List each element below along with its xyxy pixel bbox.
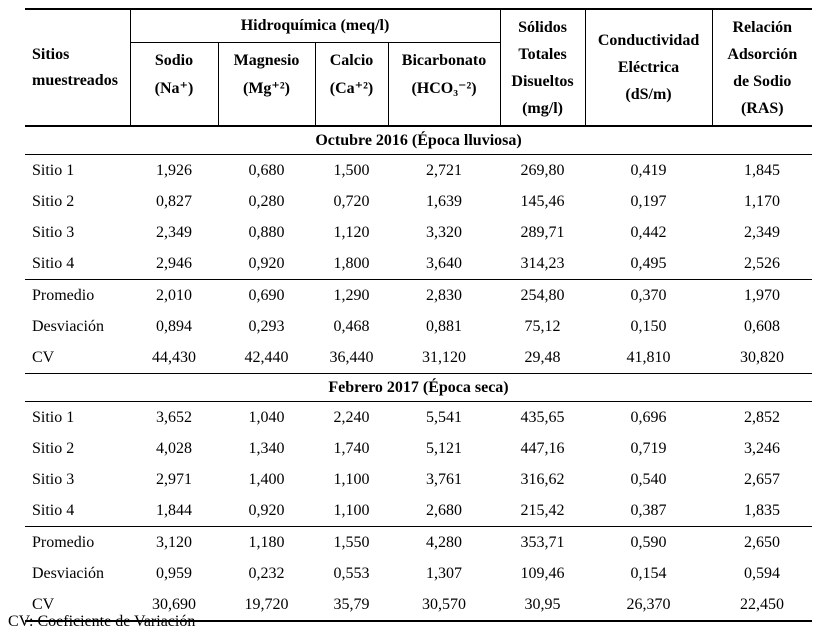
cell: 2,830 [388,280,500,312]
col-header-calcio [315,43,388,127]
table-row [25,402,812,434]
table-row [25,217,812,248]
cell: 0,959 [130,558,218,589]
col-header-sodio-name: Sodio [154,52,194,69]
row-label: CV [25,589,130,621]
cell: 0,590 [585,527,712,559]
cell: 42,440 [218,342,315,374]
cell: 447,16 [500,433,585,464]
header-row-groups [25,9,812,43]
cell: 0,594 [712,558,812,589]
col-header-tds-line2: Totales [518,45,567,63]
cell: 1,400 [218,464,315,495]
cell: 0,690 [218,280,315,312]
col-header-ce-line1: Conductividad [597,32,700,49]
cell: 2,946 [130,248,218,280]
cell: 26,370 [585,589,712,621]
col-header-calcio-name: Calcio [329,52,374,69]
cell: 30,690 [130,589,218,621]
col-header-tds-line1: Sólidos [518,18,567,36]
row-label: CV [25,342,130,374]
cell: 0,720 [315,186,388,217]
cell: 3,320 [388,217,500,248]
cell: 2,971 [130,464,218,495]
section-title-text: Febrero 2017 (Época seca) [25,374,812,402]
cell: 0,920 [218,248,315,280]
cell: 0,608 [712,311,812,342]
cell: 0,370 [585,280,712,312]
cell: 4,280 [388,527,500,559]
row-label: Sitio 4 [25,495,130,527]
cell: 5,121 [388,433,500,464]
table-row [25,248,812,280]
cell: 36,440 [315,342,388,374]
cell: 4,028 [130,433,218,464]
col-header-magnesio-name: Magnesio [233,52,300,69]
cell: 0,920 [218,495,315,527]
cell: 2,721 [388,155,500,187]
cell: 1,835 [712,495,812,527]
table-row-stat [25,311,812,342]
col-header-ras-line3: de Sodio [733,72,792,90]
cell: 0,881 [388,311,500,342]
cell: 1,307 [388,558,500,589]
row-label: Sitio 1 [25,402,130,434]
cell: 269,80 [500,155,585,187]
cell: 1,040 [218,402,315,434]
col-header-ras-line2: Adsorción [727,45,798,63]
hydrochemistry-table [25,8,812,622]
cell: 314,23 [500,248,585,280]
cell: 3,120 [130,527,218,559]
section-title-octubre [25,126,812,155]
cell: 19,720 [218,589,315,621]
table-row [25,464,812,495]
cell: 435,65 [500,402,585,434]
cell: 0,495 [585,248,712,280]
cell: 0,387 [585,495,712,527]
cell: 1,550 [315,527,388,559]
cell: 3,761 [388,464,500,495]
cell: 5,541 [388,402,500,434]
cell: 1,100 [315,464,388,495]
col-header-bicarbonato-name: Bicarbonato [401,52,487,69]
cell: 2,650 [712,527,812,559]
table-row [25,155,812,187]
cell: 31,120 [388,342,500,374]
col-header-calcio-formula: (Ca⁺²) [329,80,374,97]
cell: 2,852 [712,402,812,434]
col-header-magnesio-formula: (Mg⁺²) [243,80,290,97]
cell: 29,48 [500,342,585,374]
col-header-ras-line1: Relación [732,18,793,36]
table-row [25,433,812,464]
cell: 109,46 [500,558,585,589]
row-label: Sitio 3 [25,464,130,495]
cell: 30,95 [500,589,585,621]
cell: 35,79 [315,589,388,621]
cell: 2,349 [130,217,218,248]
cell: 41,810 [585,342,712,374]
row-label: Desviación [25,311,130,342]
row-label: Sitio 4 [25,248,130,280]
cell: 0,442 [585,217,712,248]
cell: 2,010 [130,280,218,312]
cell: 2,680 [388,495,500,527]
cell: 44,430 [130,342,218,374]
cell: 75,12 [500,311,585,342]
table-footnote: CV: Coeficiente de Variación [8,613,196,630]
table-row [25,186,812,217]
cell: 1,290 [315,280,388,312]
cell: 1,800 [315,248,388,280]
cell: 1,845 [712,155,812,187]
col-header-ras-line4: (RAS) [740,99,784,117]
row-label: Sitio 3 [25,217,130,248]
col-header-conductividad [585,9,712,126]
cell: 1,120 [315,217,388,248]
cell: 215,42 [500,495,585,527]
cell: 1,180 [218,527,315,559]
cell: 30,570 [388,589,500,621]
cell: 0,197 [585,186,712,217]
col-group-hidroquimica: Hidroquímica (meq/l) [130,9,500,43]
col-header-ce-line3: (dS/m) [625,86,672,103]
cell: 0,827 [130,186,218,217]
cell: 1,100 [315,495,388,527]
col-header-magnesio [218,43,315,127]
cell: 1,170 [712,186,812,217]
cell: 1,926 [130,155,218,187]
row-label: Sitio 1 [25,155,130,187]
cell: 3,652 [130,402,218,434]
cell: 1,740 [315,433,388,464]
table-row-stat [25,558,812,589]
cell: 0,150 [585,311,712,342]
table-row-stat [25,527,812,559]
cell: 0,293 [218,311,315,342]
cell: 254,80 [500,280,585,312]
table-row-stat [25,280,812,312]
cell: 0,880 [218,217,315,248]
cell: 2,349 [712,217,812,248]
cell: 2,240 [315,402,388,434]
cell: 289,71 [500,217,585,248]
section-title-febrero [25,374,812,402]
cell: 0,894 [130,311,218,342]
col-header-tds-line4: (mg/l) [522,99,563,117]
cell: 3,246 [712,433,812,464]
col-header-sitios [25,9,130,126]
cell: 353,71 [500,527,585,559]
row-label: Desviación [25,558,130,589]
col-header-sitios-line2: muestreados [32,71,118,89]
cell: 22,450 [712,589,812,621]
cell: 30,820 [712,342,812,374]
row-label: Sitio 2 [25,186,130,217]
col-header-tds-line3: Disueltos [511,72,574,90]
col-header-solidos-totales [500,9,585,126]
cell: 3,640 [388,248,500,280]
cell: 0,419 [585,155,712,187]
table-row [25,495,812,527]
cell: 2,526 [712,248,812,280]
cell: 2,657 [712,464,812,495]
cell: 1,500 [315,155,388,187]
cell: 1,340 [218,433,315,464]
col-header-ras [712,9,812,126]
cell: 0,468 [315,311,388,342]
row-label: Sitio 2 [25,433,130,464]
cell: 1,639 [388,186,500,217]
cell: 0,540 [585,464,712,495]
cell: 316,62 [500,464,585,495]
col-header-sodio-formula: (Na⁺) [154,80,194,97]
cell: 0,154 [585,558,712,589]
col-header-sitios-line1: Sitios [32,45,70,63]
cell: 0,553 [315,558,388,589]
row-label: Promedio [25,527,130,559]
cell: 1,844 [130,495,218,527]
cell: 0,232 [218,558,315,589]
cell: 145,46 [500,186,585,217]
cell: 0,696 [585,402,712,434]
col-header-sodio [130,43,218,127]
cell: 0,280 [218,186,315,217]
row-label: Promedio [25,280,130,312]
col-header-ce-line2: Eléctrica [617,59,680,76]
cell: 1,970 [712,280,812,312]
cell: 0,680 [218,155,315,187]
col-header-bicarbonato-formula: (HCO₃⁻²) [411,80,477,97]
cell: 0,719 [585,433,712,464]
table-row-cv [25,342,812,374]
col-header-bicarbonato [388,43,500,127]
section-title-text: Octubre 2016 (Época lluviosa) [25,126,812,155]
